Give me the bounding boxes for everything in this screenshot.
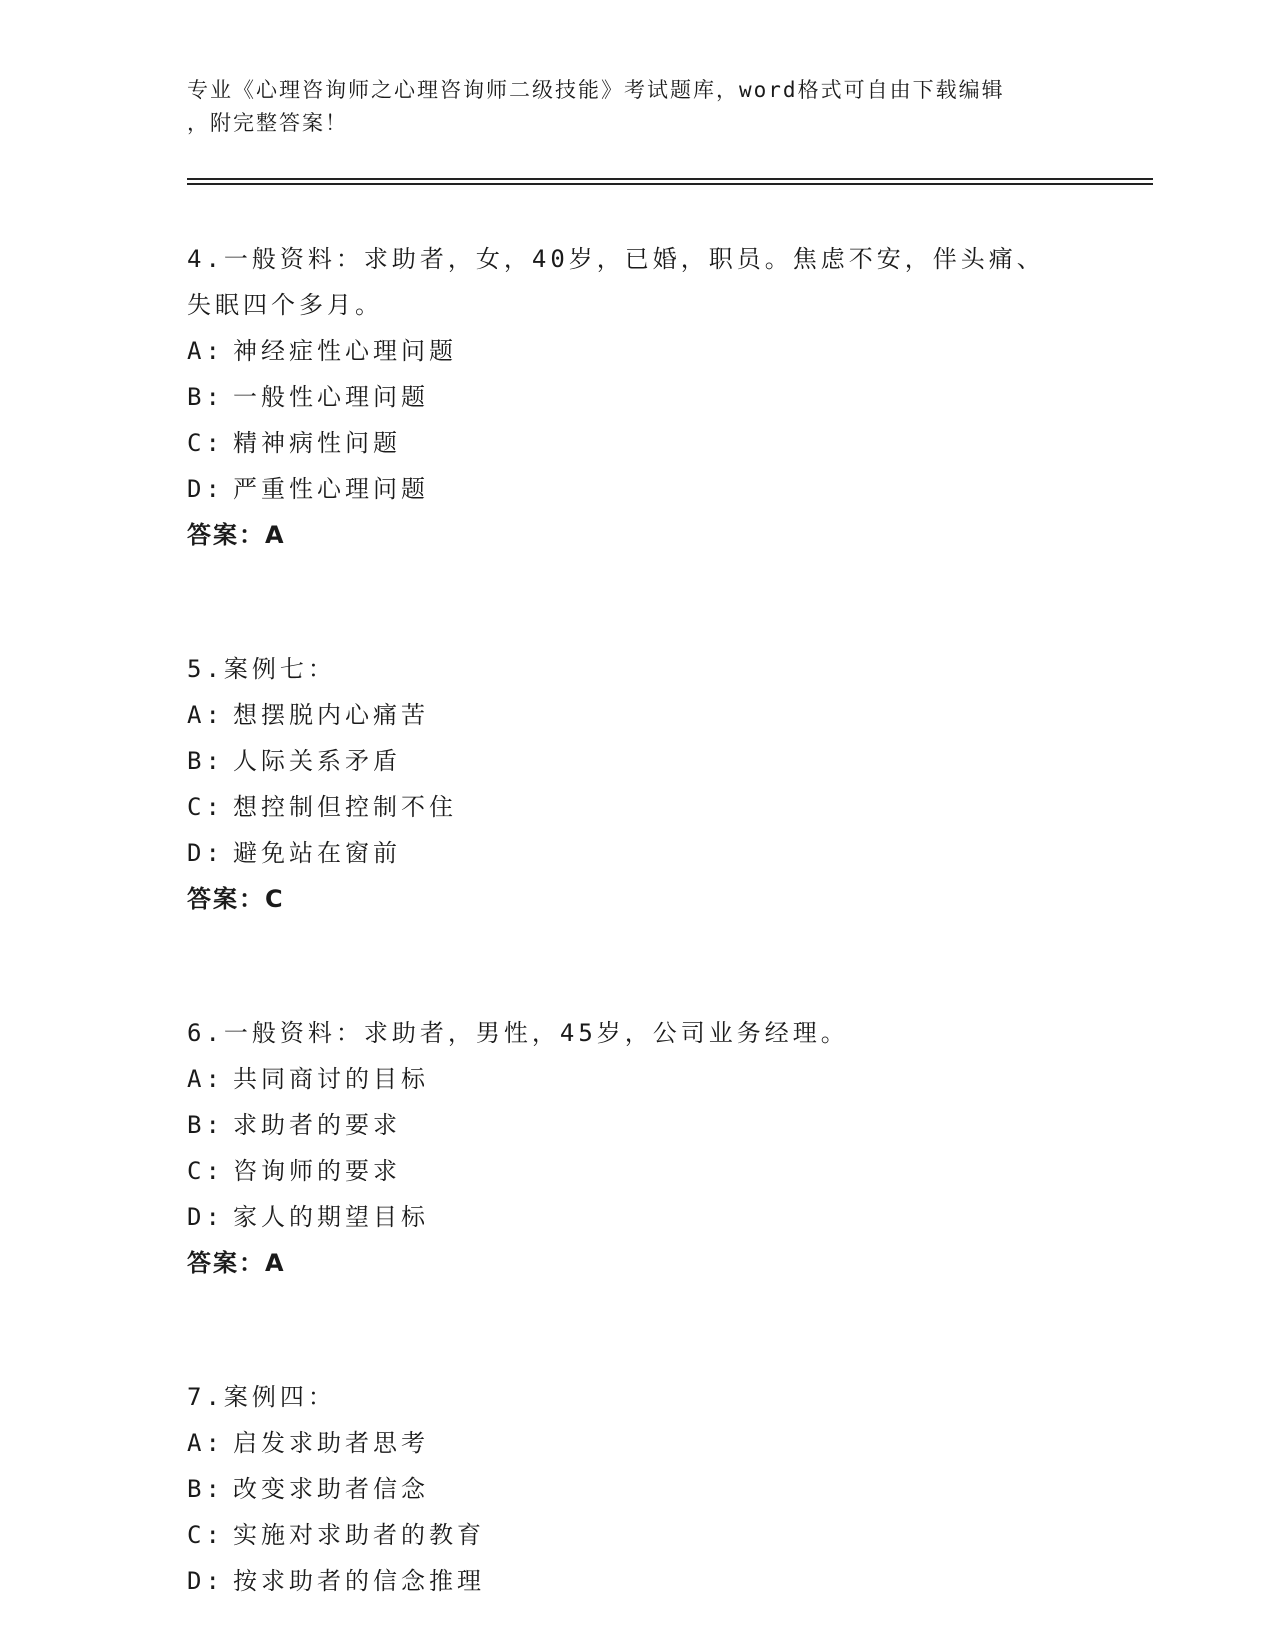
question-spacer: [187, 922, 1127, 1010]
question-6: [187, 1010, 1127, 1286]
question-spacer: [187, 558, 1127, 646]
option-letter: D:: [187, 475, 224, 503]
header-line-2: ，附完整答案！: [187, 111, 348, 135]
option-letter: B:: [187, 383, 224, 411]
option-c: [187, 420, 1127, 466]
option-text: 按求助者的信念推理: [233, 1567, 485, 1595]
question-stem-line: 6.一般资料：求助者，男性，45岁，公司业务经理。: [187, 1019, 849, 1047]
option-text: 人际关系矛盾: [233, 747, 401, 775]
question-7: [187, 1374, 1127, 1604]
answer-line: 答案：A: [187, 1249, 286, 1277]
option-letter: B:: [187, 1111, 224, 1139]
header-divider-top: [187, 178, 1153, 180]
option-letter: C:: [187, 793, 224, 821]
option-a: [187, 1056, 1127, 1102]
option-text: 一般性心理问题: [233, 383, 429, 411]
question-stem-line: 7.案例四：: [187, 1383, 336, 1411]
question-list: [187, 236, 1127, 1604]
option-text: 精神病性问题: [233, 429, 401, 457]
option-d: [187, 1558, 1127, 1604]
option-a: [187, 692, 1127, 738]
option-c: [187, 784, 1127, 830]
answer-line: 答案：C: [187, 885, 285, 913]
option-text: 改变求助者信念: [233, 1475, 429, 1503]
header-line-1: 专业《心理咨询师之心理咨询师二级技能》考试题库，word格式可自由下载编辑: [187, 78, 1005, 102]
option-text: 求助者的要求: [233, 1111, 401, 1139]
question-stem-line: 5.案例七：: [187, 655, 336, 683]
option-text: 实施对求助者的教育: [233, 1521, 485, 1549]
option-c: [187, 1148, 1127, 1194]
option-letter: D:: [187, 839, 224, 867]
option-d: [187, 830, 1127, 876]
option-letter: D:: [187, 1567, 224, 1595]
option-letter: A:: [187, 1429, 224, 1457]
question-stem-line: 4.一般资料：求助者，女，40岁，已婚，职员。焦虑不安，伴头痛、: [187, 245, 1045, 273]
question-5: [187, 646, 1127, 922]
option-a: [187, 328, 1127, 374]
option-letter: A:: [187, 1065, 224, 1093]
option-d: [187, 466, 1127, 512]
header-divider-bottom: [187, 183, 1153, 185]
question-stem-line: 失眠四个多月。: [187, 291, 383, 319]
question-spacer: [187, 1286, 1127, 1374]
option-letter: A:: [187, 701, 224, 729]
option-text: 想控制但控制不住: [233, 793, 457, 821]
option-letter: D:: [187, 1203, 224, 1231]
option-letter: A:: [187, 337, 224, 365]
option-text: 家人的期望目标: [233, 1203, 429, 1231]
option-letter: C:: [187, 1157, 224, 1185]
option-d: [187, 1194, 1127, 1240]
option-text: 咨询师的要求: [233, 1157, 401, 1185]
option-c: [187, 1512, 1127, 1558]
option-letter: C:: [187, 1521, 224, 1549]
option-text: 神经症性心理问题: [233, 337, 457, 365]
option-b: [187, 1466, 1127, 1512]
option-text: 想摆脱内心痛苦: [233, 701, 429, 729]
question-4: [187, 236, 1127, 558]
answer-line: 答案：A: [187, 521, 286, 549]
option-b: [187, 1102, 1127, 1148]
option-letter: B:: [187, 747, 224, 775]
option-text: 严重性心理问题: [233, 475, 429, 503]
option-b: [187, 738, 1127, 784]
option-text: 启发求助者思考: [233, 1429, 429, 1457]
option-a: [187, 1420, 1127, 1466]
option-letter: B:: [187, 1475, 224, 1503]
option-text: 共同商讨的目标: [233, 1065, 429, 1093]
option-letter: C:: [187, 429, 224, 457]
option-b: [187, 374, 1127, 420]
document-header: [187, 74, 1087, 140]
option-text: 避免站在窗前: [233, 839, 401, 867]
